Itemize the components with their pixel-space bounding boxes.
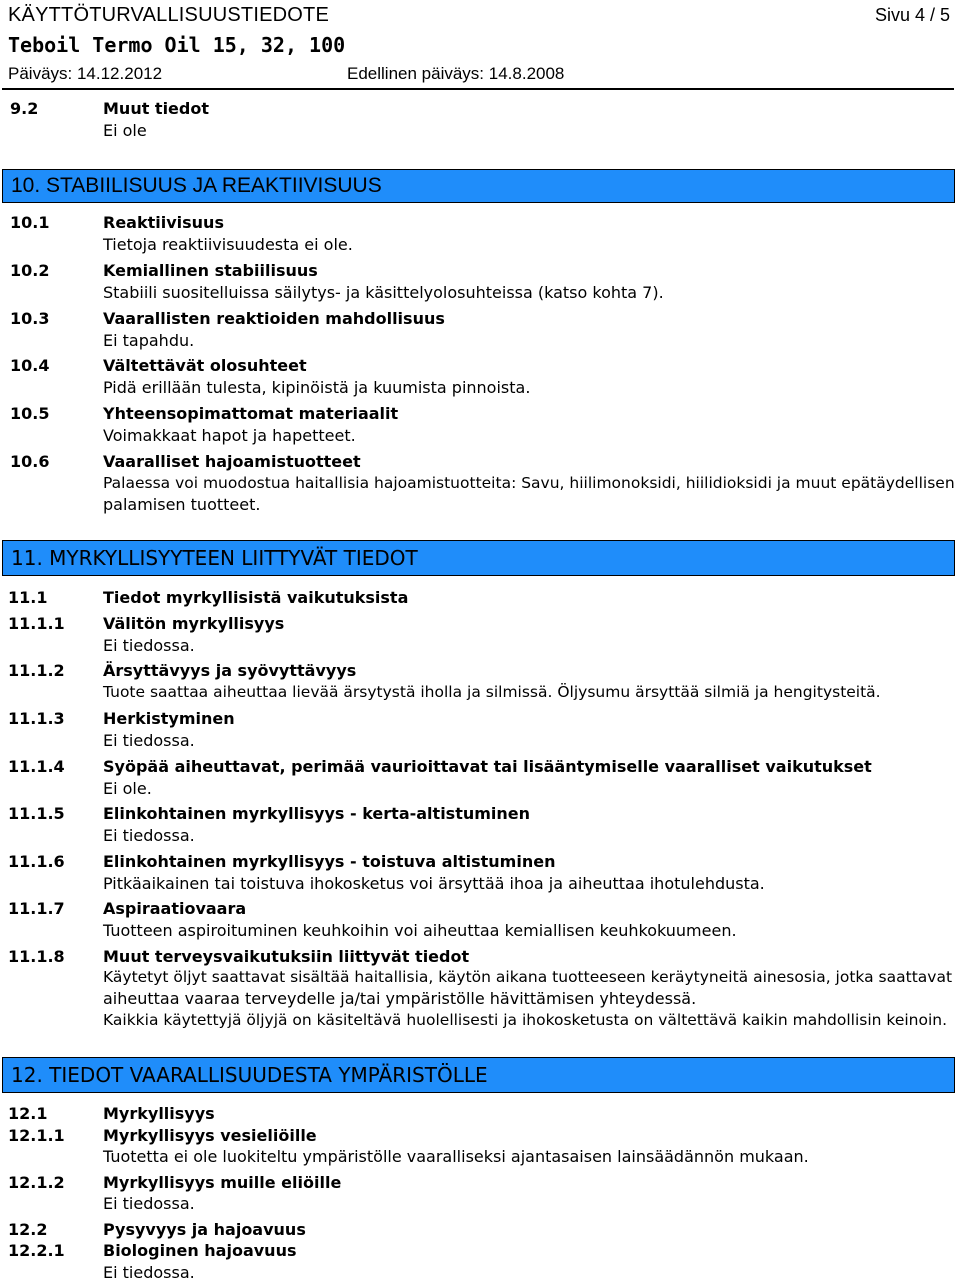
section-text: Tuotteen aspiroituminen keuhkoihin voi aiheuttaa kemiallisen keuhkokuumeen.: [103, 921, 737, 940]
issue-date: Päiväys: 14.12.2012: [8, 64, 163, 83]
section-number: 10.4: [10, 356, 50, 375]
section-number: 10.6: [10, 452, 50, 471]
section-text: Käytetyt öljyt saattavat sisältää haitallisia, käytön aikana tuotteeseen keräytyneitä ainesosia, jotka saattavat: [103, 968, 953, 986]
previous-date: Edellinen päiväys: 14.8.2008: [347, 64, 565, 83]
section-text: Ei tiedossa.: [103, 1194, 195, 1213]
section-text: Ei ole.: [103, 779, 152, 798]
section-11-banner: [2, 540, 955, 576]
section-text: Tuote saattaa aiheuttaa lievää ärsytystä iholla ja silmissä. Öljysumu ärsyttää silmiä ja hengitysteitä.: [103, 683, 881, 701]
section-text: Stabiili suositelluissa säilytys- ja käsittelyolosuhteissa (katso kohta 7).: [103, 283, 664, 302]
section-number: 10.5: [10, 404, 50, 423]
section-heading: Syöpää aiheuttavat, perimää vaurioittavat tai lisääntymiselle vaaralliset vaikutukset: [103, 757, 872, 776]
section-number: 11.1.6: [8, 852, 65, 871]
section-heading: Elinkohtainen myrkyllisyys - toistuva altistuminen: [103, 852, 556, 871]
section-number: 10.3: [10, 309, 50, 328]
section-10-title: 10. STABIILISUUS JA REAKTIIVISUUS: [11, 174, 382, 197]
section-heading: Reaktiivisuus: [103, 213, 224, 232]
section-text: aiheuttaa vaaraa terveydelle ja/tai ympäristölle hävittämisen yhteydessä.: [103, 989, 697, 1008]
section-number: 10.1: [10, 213, 50, 232]
section-number: 12.2.1: [8, 1241, 65, 1260]
section-number: 12.1.1: [8, 1126, 65, 1145]
section-text: Palaessa voi muodostua haitallisia hajoamistuotteita: Savu, hiilimonoksidi, hiilidioksidi ja muut epätäydellisen: [103, 474, 955, 492]
section-heading: Myrkyllisyys muille eliöille: [103, 1173, 342, 1192]
section-number: 12.1: [8, 1104, 48, 1123]
section-heading: Tiedot myrkyllisistä vaikutuksista: [103, 588, 409, 607]
section-number: 11.1.3: [8, 709, 65, 728]
section-heading: Vaaralliset hajoamistuotteet: [103, 452, 361, 471]
section-heading: Muut terveysvaikutuksiin liittyvät tiedot: [103, 947, 470, 966]
section-number: 12.2: [8, 1220, 48, 1239]
section-text: Tietoja reaktiivisuudesta ei ole.: [103, 235, 353, 254]
section-heading: Muut tiedot: [103, 99, 209, 118]
section-number: 11.1.2: [8, 661, 65, 680]
section-heading: Myrkyllisyys: [103, 1104, 215, 1123]
section-number: 11.1: [8, 588, 48, 607]
section-text: Voimakkaat hapot ja hapetteet.: [103, 426, 356, 445]
section-number: 11.1.8: [8, 947, 65, 966]
section-heading: Ärsyttävyys ja syövyttävyys: [103, 661, 357, 680]
section-10-banner: [2, 169, 955, 203]
section-text: Ei ole: [103, 121, 147, 140]
section-text: Tuotetta ei ole luokiteltu ympäristölle vaaralliseksi ajantasaisen lainsäädännön mukaan.: [103, 1147, 809, 1166]
section-12-title: 12. TIEDOT VAARALLISUUDESTA YMPÄRISTÖLLE: [11, 1063, 488, 1087]
section-number: 9.2: [10, 99, 39, 118]
section-text: palamisen tuotteet.: [103, 495, 261, 514]
section-heading: Vältettävät olosuhteet: [103, 356, 307, 375]
section-text: Ei tiedossa.: [103, 826, 195, 845]
section-heading: Vaarallisten reaktioiden mahdollisuus: [103, 309, 445, 328]
section-heading: Elinkohtainen myrkyllisyys - kerta-altistuminen: [103, 804, 531, 823]
section-text: Ei tapahdu.: [103, 331, 195, 350]
section-heading: Yhteensopimattomat materiaalit: [103, 404, 399, 423]
section-text: Pidä erillään tulesta, kipinöistä ja kuumista pinnoista.: [103, 378, 531, 397]
header-divider: [2, 88, 954, 90]
section-heading: Aspiraatiovaara: [103, 899, 247, 918]
section-heading: Biologinen hajoavuus: [103, 1241, 297, 1260]
section-heading: Pysyvyys ja hajoavuus: [103, 1220, 306, 1239]
section-number: 11.1.1: [8, 614, 65, 633]
document-title: KÄYTTÖTURVALLISUUSTIEDOTE: [8, 4, 329, 26]
section-text: Ei tiedossa.: [103, 1263, 195, 1282]
section-number: 10.2: [10, 261, 50, 280]
section-heading: Myrkyllisyys vesieliöille: [103, 1126, 317, 1145]
product-name: Teboil Termo Oil 15, 32, 100: [8, 33, 346, 57]
page-number: Sivu 4 / 5: [874, 5, 950, 25]
section-number: 11.1.5: [8, 804, 65, 823]
section-heading: Herkistyminen: [103, 709, 235, 728]
section-number: 12.1.2: [8, 1173, 65, 1192]
section-11-title: 11. MYRKYLLISYYTEEN LIITTYVÄT TIEDOT: [11, 546, 418, 570]
section-text: Ei tiedossa.: [103, 731, 195, 750]
section-heading: Välitön myrkyllisyys: [103, 614, 285, 633]
section-number: 11.1.7: [8, 899, 65, 918]
section-text: Pitkäaikainen tai toistuva ihokosketus voi ärsyttää ihoa ja aiheuttaa ihotulehdusta.: [103, 874, 765, 893]
section-text: Ei tiedossa.: [103, 636, 195, 655]
section-heading: Kemiallinen stabiilisuus: [103, 261, 318, 280]
section-12-banner: [2, 1057, 955, 1093]
section-text: Kaikkia käytettyjä öljyjä on käsiteltävä huolellisesti ja ihokosketusta on vältettävä kaikin mahdollisin keinoin.: [103, 1011, 948, 1029]
section-number: 11.1.4: [8, 757, 65, 776]
